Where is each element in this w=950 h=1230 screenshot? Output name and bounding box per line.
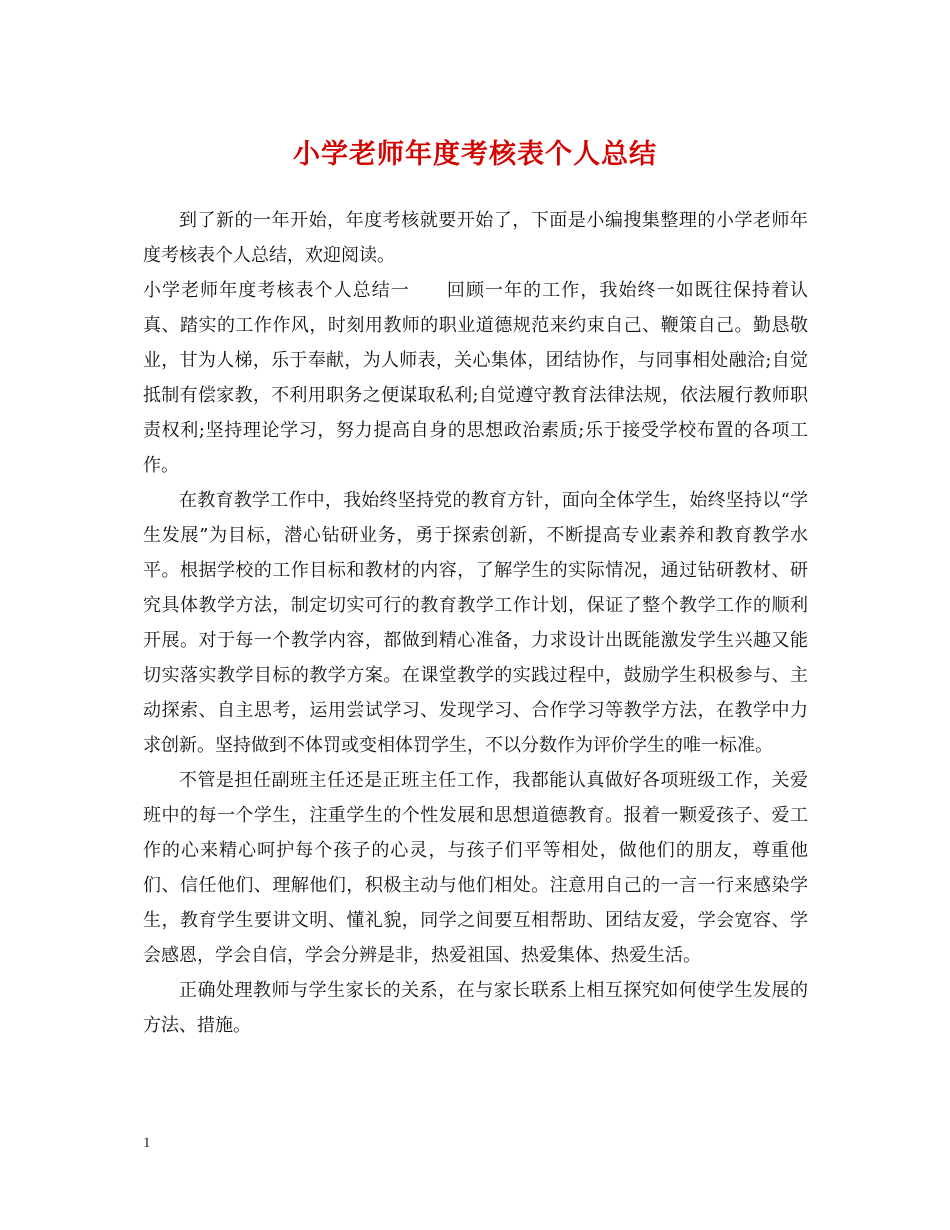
- intro-paragraph: 到了新的一年开始，年度考核就要开始了，下面是小编搜集整理的小学老师年度考核表个人总结，欢迎阅读。: [143, 210, 808, 266]
- paragraph-3: 不管是担任副班主任还是正班主任工作，我都能认真做好各项班级工作，关爱班中的每一个学生，注重学生的个性发展和思想道德教育。报着一颗爱孩子、爱工作的心来精心呵护每个孩子的心灵，与孩子们平等相处，做他们的朋友，尊重他们、信任他们、理解他们，积极主动与他们相处。注意用自己的一言一行来感染学生，教育学生要讲文明、懂礼貌，同学之间要互相帮助、团结友爱，学会宽容、学会感恩，学会自信，学会分辨是非，热爱祖国、热爱集体、热爱生活。: [143, 770, 808, 966]
- paragraph-2: 在教育教学工作中，我始终坚持党的教育方针，面向全体学生，始终坚持以“学生发展”为目标，潜心钻研业务，勇于探索创新，不断提高专业素养和教育教学水平。根据学校的工作目标和教材的内容，了解学生的实际情况，通过钻研教材、研究具体教学方法，制定切实可行的教育教学工作计划，保证了整个教学工作的顺利开展。对于每一个教学内容，都做到精心准备，力求设计出既能激发学生兴趣又能切实落实教学目标的教学方案。在课堂教学的实践过程中，鼓励学生积极参与、主动探索、自主思考，运用尝试学习、发现学习、合作学习等教学方法，在教学中力求创新。坚持做到不体罚或变相体罚学生，不以分数作为评价学生的唯一标准。: [143, 490, 808, 756]
- document-title: 小学老师年度考核表个人总结: [293, 139, 657, 170]
- paragraph-4: 正确处理教师与学生家长的关系，在与家长联系上相互探究如何使学生发展的方法、措施。: [143, 980, 808, 1036]
- section-heading: 小学老师年度考核表个人总结一: [143, 280, 410, 301]
- document-body: [143, 203, 808, 1043]
- paragraph-1: 回顾一年的工作，我始终一如既往保持着认真、踏实的工作作风，时刻用教师的职业道德规范来约束自己、鞭策自己。勤恳敬业，甘为人梯，乐于奉献，为人师表，关心集体，团结协作，与同事相处融洽;自觉抵制有偿家教，不利用职务之便谋取私利;自觉遵守教育法律法规，依法履行教师职责权利;坚持理论学习，努力提高自身的思想政治素质;乐于接受学校布置的各项工作。: [143, 280, 809, 476]
- section-one-paragraph: [143, 273, 808, 483]
- page-number: 1: [143, 1135, 151, 1151]
